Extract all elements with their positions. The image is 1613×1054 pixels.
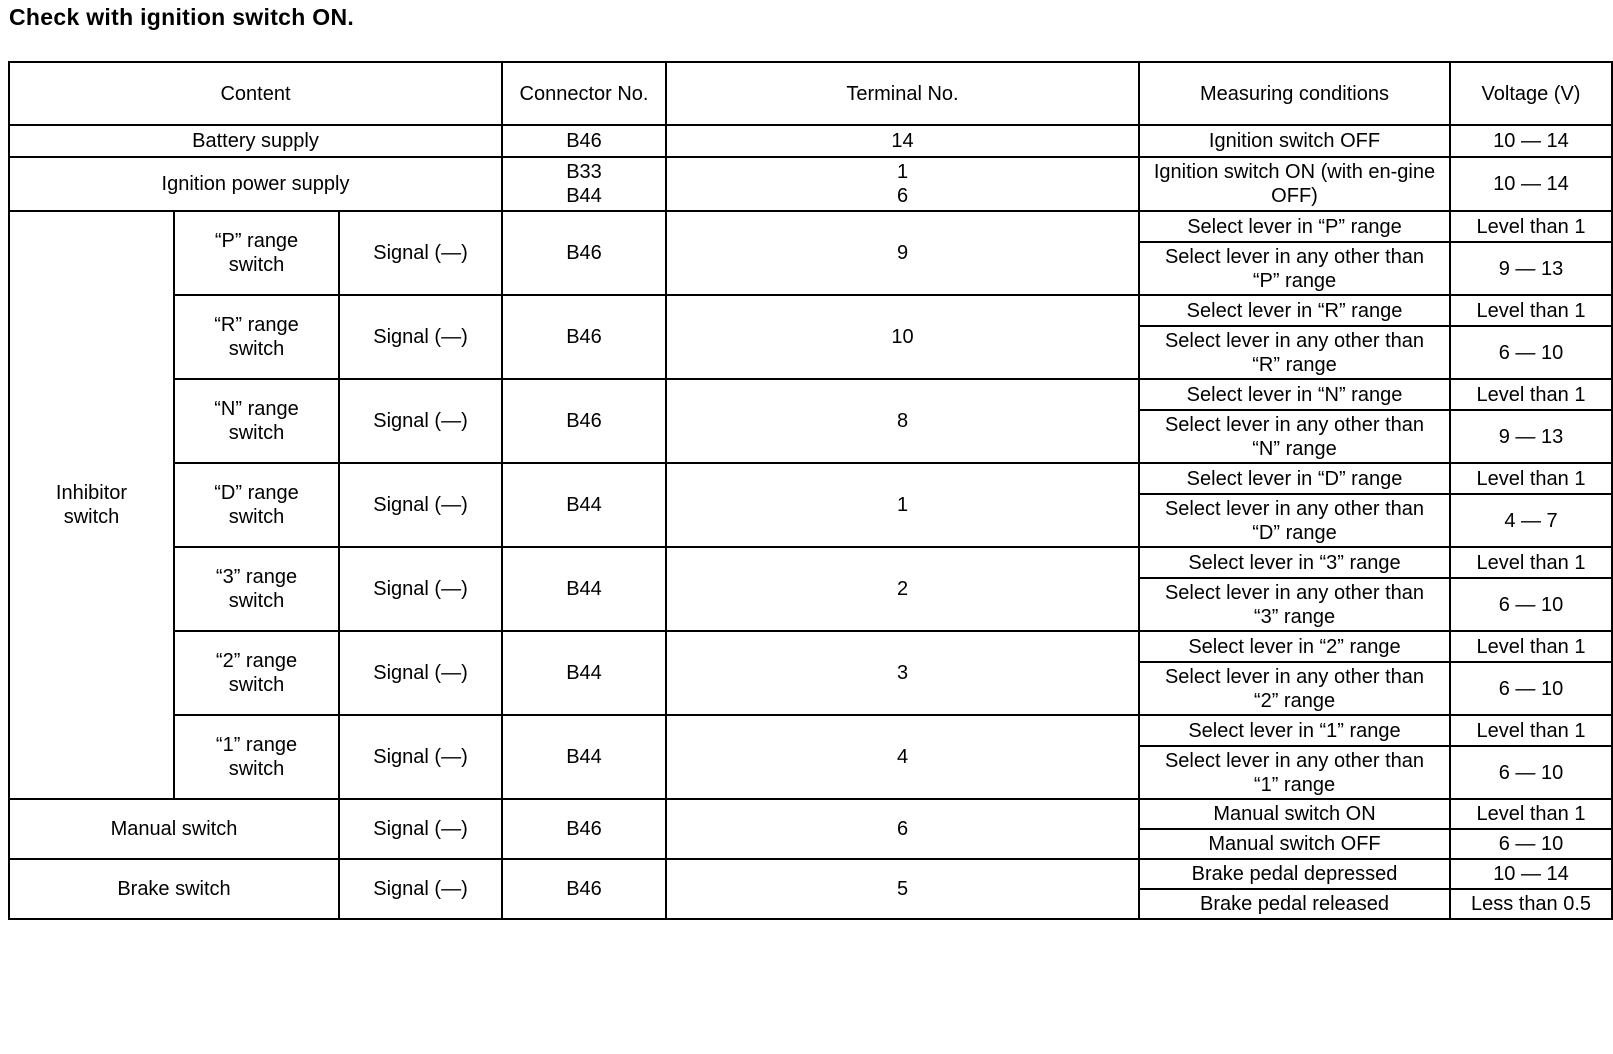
terminal-cell: 10 bbox=[666, 295, 1139, 379]
voltage-cell: Level than 1 bbox=[1450, 463, 1612, 494]
voltage-cell: 6 — 10 bbox=[1450, 578, 1612, 631]
voltage-cell: Level than 1 bbox=[1450, 379, 1612, 410]
content-cell: Manual switch bbox=[9, 799, 339, 859]
connector-cell: B46 bbox=[502, 859, 666, 919]
table-row bbox=[9, 295, 1612, 326]
condition-cell: Brake pedal released bbox=[1139, 889, 1450, 919]
connector-cell: B44 bbox=[502, 547, 666, 631]
terminal-cell: 1 bbox=[666, 463, 1139, 547]
connector-cell: B44 bbox=[502, 631, 666, 715]
terminal-cell: 4 bbox=[666, 715, 1139, 799]
switch-name-cell: “1” range switch bbox=[174, 715, 339, 799]
connector-cell: B46 bbox=[502, 211, 666, 295]
voltage-cell: Level than 1 bbox=[1450, 715, 1612, 746]
condition-cell: Select lever in “2” range bbox=[1139, 631, 1450, 662]
signal-cell: Signal (—) bbox=[339, 379, 502, 463]
connector-cell: B46 bbox=[502, 379, 666, 463]
condition-cell: Brake pedal depressed bbox=[1139, 859, 1450, 889]
signal-cell: Signal (—) bbox=[339, 211, 502, 295]
table-row bbox=[9, 463, 1612, 494]
signal-cell: Signal (—) bbox=[339, 859, 502, 919]
voltage-cell: 10 — 14 bbox=[1450, 125, 1612, 157]
condition-cell: Select lever in any other than “3” range bbox=[1139, 578, 1450, 631]
signal-cell: Signal (—) bbox=[339, 799, 502, 859]
voltage-cell: 9 — 13 bbox=[1450, 242, 1612, 295]
terminal-cell: 8 bbox=[666, 379, 1139, 463]
condition-cell: Ignition switch OFF bbox=[1139, 125, 1450, 157]
condition-cell: Manual switch ON bbox=[1139, 799, 1450, 829]
voltage-cell: Level than 1 bbox=[1450, 547, 1612, 578]
voltage-cell: 6 — 10 bbox=[1450, 746, 1612, 799]
signal-cell: Signal (—) bbox=[339, 715, 502, 799]
inhibitor-switch-label: Inhibitor switch bbox=[9, 211, 174, 799]
voltage-cell: 6 — 10 bbox=[1450, 829, 1612, 859]
switch-name-cell: “N” range switch bbox=[174, 379, 339, 463]
signal-cell: Signal (—) bbox=[339, 547, 502, 631]
voltage-cell: 4 — 7 bbox=[1450, 494, 1612, 547]
voltage-cell: 6 — 10 bbox=[1450, 326, 1612, 379]
table-row bbox=[9, 631, 1612, 662]
terminal-cell: 1 6 bbox=[666, 157, 1139, 211]
condition-cell: Select lever in “D” range bbox=[1139, 463, 1450, 494]
table-row bbox=[9, 547, 1612, 578]
condition-cell: Select lever in any other than “1” range bbox=[1139, 746, 1450, 799]
switch-name-cell: “D” range switch bbox=[174, 463, 339, 547]
header-connector: Connector No. bbox=[502, 62, 666, 125]
terminal-cell: 14 bbox=[666, 125, 1139, 157]
header-content: Content bbox=[9, 62, 502, 125]
voltage-cell: 10 — 14 bbox=[1450, 157, 1612, 211]
signal-cell: Signal (—) bbox=[339, 631, 502, 715]
voltage-cell: Less than 0.5 bbox=[1450, 889, 1612, 919]
terminal-cell: 6 bbox=[666, 799, 1139, 859]
connector-cell: B46 bbox=[502, 295, 666, 379]
header-terminal: Terminal No. bbox=[666, 62, 1139, 125]
condition-cell: Select lever in “1” range bbox=[1139, 715, 1450, 746]
connector-cell: B44 bbox=[502, 463, 666, 547]
table-row bbox=[9, 125, 1612, 157]
condition-cell: Select lever in “R” range bbox=[1139, 295, 1450, 326]
voltage-cell: Level than 1 bbox=[1450, 211, 1612, 242]
table-row bbox=[9, 157, 1612, 211]
terminal-cell: 2 bbox=[666, 547, 1139, 631]
signal-cell: Signal (—) bbox=[339, 463, 502, 547]
voltage-cell: 10 — 14 bbox=[1450, 859, 1612, 889]
content-cell: Battery supply bbox=[9, 125, 502, 157]
voltage-cell: 9 — 13 bbox=[1450, 410, 1612, 463]
switch-name-cell: “P” range switch bbox=[174, 211, 339, 295]
header-voltage: Voltage (V) bbox=[1450, 62, 1612, 125]
switch-name-cell: “2” range switch bbox=[174, 631, 339, 715]
voltage-cell: Level than 1 bbox=[1450, 631, 1612, 662]
table-row bbox=[9, 211, 1612, 242]
condition-cell: Select lever in any other than “D” range bbox=[1139, 494, 1450, 547]
header-row bbox=[9, 62, 1612, 125]
table-row bbox=[9, 799, 1612, 829]
table-row bbox=[9, 715, 1612, 746]
condition-cell: Select lever in “P” range bbox=[1139, 211, 1450, 242]
switch-name-cell: “3” range switch bbox=[174, 547, 339, 631]
connector-cell: B33 B44 bbox=[502, 157, 666, 211]
header-conditions: Measuring conditions bbox=[1139, 62, 1450, 125]
voltage-cell: 6 — 10 bbox=[1450, 662, 1612, 715]
condition-cell: Select lever in any other than “N” range bbox=[1139, 410, 1450, 463]
content-cell: Brake switch bbox=[9, 859, 339, 919]
connector-cell: B46 bbox=[502, 125, 666, 157]
condition-cell: Manual switch OFF bbox=[1139, 829, 1450, 859]
condition-cell: Select lever in “3” range bbox=[1139, 547, 1450, 578]
condition-cell: Select lever in any other than “R” range bbox=[1139, 326, 1450, 379]
condition-cell: Ignition switch ON (with en-gine OFF) bbox=[1139, 157, 1450, 211]
switch-name-cell: “R” range switch bbox=[174, 295, 339, 379]
terminal-cell: 9 bbox=[666, 211, 1139, 295]
terminal-cell: 5 bbox=[666, 859, 1139, 919]
page-title: Check with ignition switch ON. bbox=[9, 4, 355, 30]
signal-cell: Signal (—) bbox=[339, 295, 502, 379]
content-cell: Ignition power supply bbox=[9, 157, 502, 211]
connector-cell: B46 bbox=[502, 799, 666, 859]
terminal-cell: 3 bbox=[666, 631, 1139, 715]
voltage-cell: Level than 1 bbox=[1450, 799, 1612, 829]
voltage-cell: Level than 1 bbox=[1450, 295, 1612, 326]
condition-cell: Select lever in any other than “P” range bbox=[1139, 242, 1450, 295]
table-row bbox=[9, 379, 1612, 410]
table-row bbox=[9, 859, 1612, 889]
condition-cell: Select lever in any other than “2” range bbox=[1139, 662, 1450, 715]
condition-cell: Select lever in “N” range bbox=[1139, 379, 1450, 410]
voltage-check-table bbox=[8, 61, 1613, 920]
connector-cell: B44 bbox=[502, 715, 666, 799]
